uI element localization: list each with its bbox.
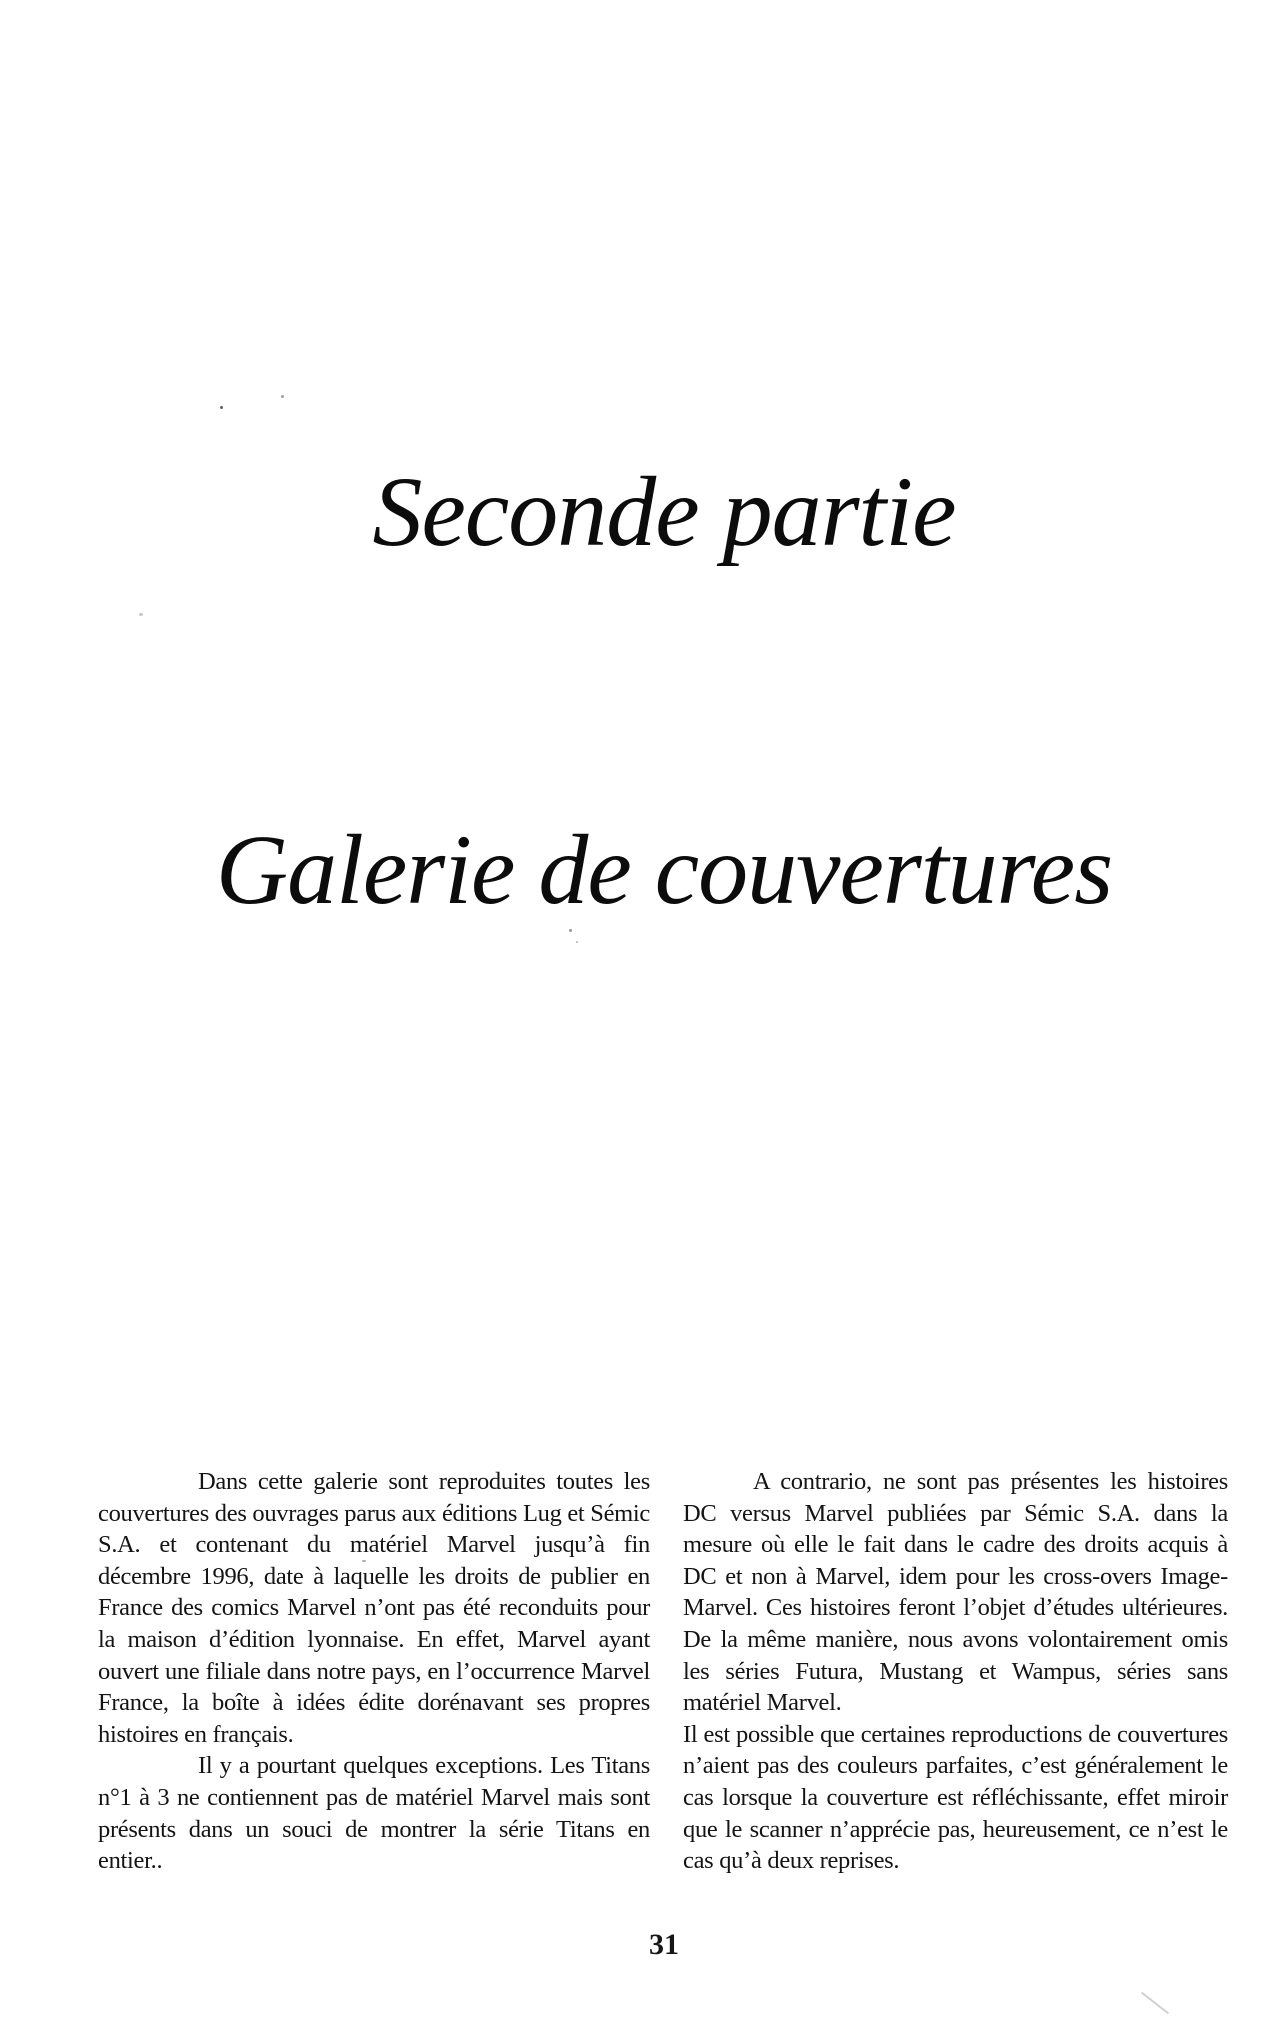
left-column xyxy=(98,1466,650,1877)
scan-speck xyxy=(281,395,284,398)
scan-speck xyxy=(139,613,143,616)
scan-speck xyxy=(569,929,572,932)
paragraph-left-2: Il y a pourtant quelques exceptions. Les Titans n°1 à 3 ne contiennent pas de matériel Marvel mais sont présents dans un souci de montrer la série Titans en entier.. xyxy=(98,1752,650,1875)
gallery-title: Galerie de couvertures xyxy=(215,814,1113,925)
right-column xyxy=(683,1466,1228,1877)
body-text xyxy=(98,1466,1228,1877)
scan-scratch xyxy=(1141,1992,1169,2015)
paragraph-right-2: Il est possible que certaines reproductions de couvertures n’aient pas des couleurs parfaites, c’est généralement le cas lorsque la couverture est réfléchissante, effet miroir que le scanner n’apprécie pas, heureusement, ce n’est le cas qu’à deux reprises. xyxy=(683,1720,1228,1875)
paragraph-left-1: Dans cette galerie sont reproduites toutes les couvertures des ouvrages parus aux éditions Lug et Sémic S.A. et contenant du matériel Marvel jusqu’à fin décembre 1996, date à laquelle les droits de publier en France des comics Marvel n’ont pas été reconduits pour la maison d’édition lyonnaise. En effet, Marvel ayant ouvert une filiale dans notre pays, en l’occurrence Marvel France, la boîte à idées édite dorénavant ses propres histoires en français. xyxy=(98,1468,650,1748)
paragraph-right-1: A contrario, ne sont pas présentes les histoires DC versus Marvel publiées par Sémic S.A. dans la mesure où elle le fait dans le cadre des droits acquis à DC et non à Marvel, idem pour les cross-overs Image-Marvel. Ces histoires feront l’objet d’études ultérieures. De la même manière, nous avons volontairement omis les séries Futura, Mustang et Wampus, séries sans matériel Marvel. xyxy=(683,1468,1228,1717)
page-number: 31 xyxy=(649,1928,679,1961)
scan-speck xyxy=(576,941,578,943)
scan-speck xyxy=(220,406,223,409)
part-title: Seconde partie xyxy=(372,456,956,567)
